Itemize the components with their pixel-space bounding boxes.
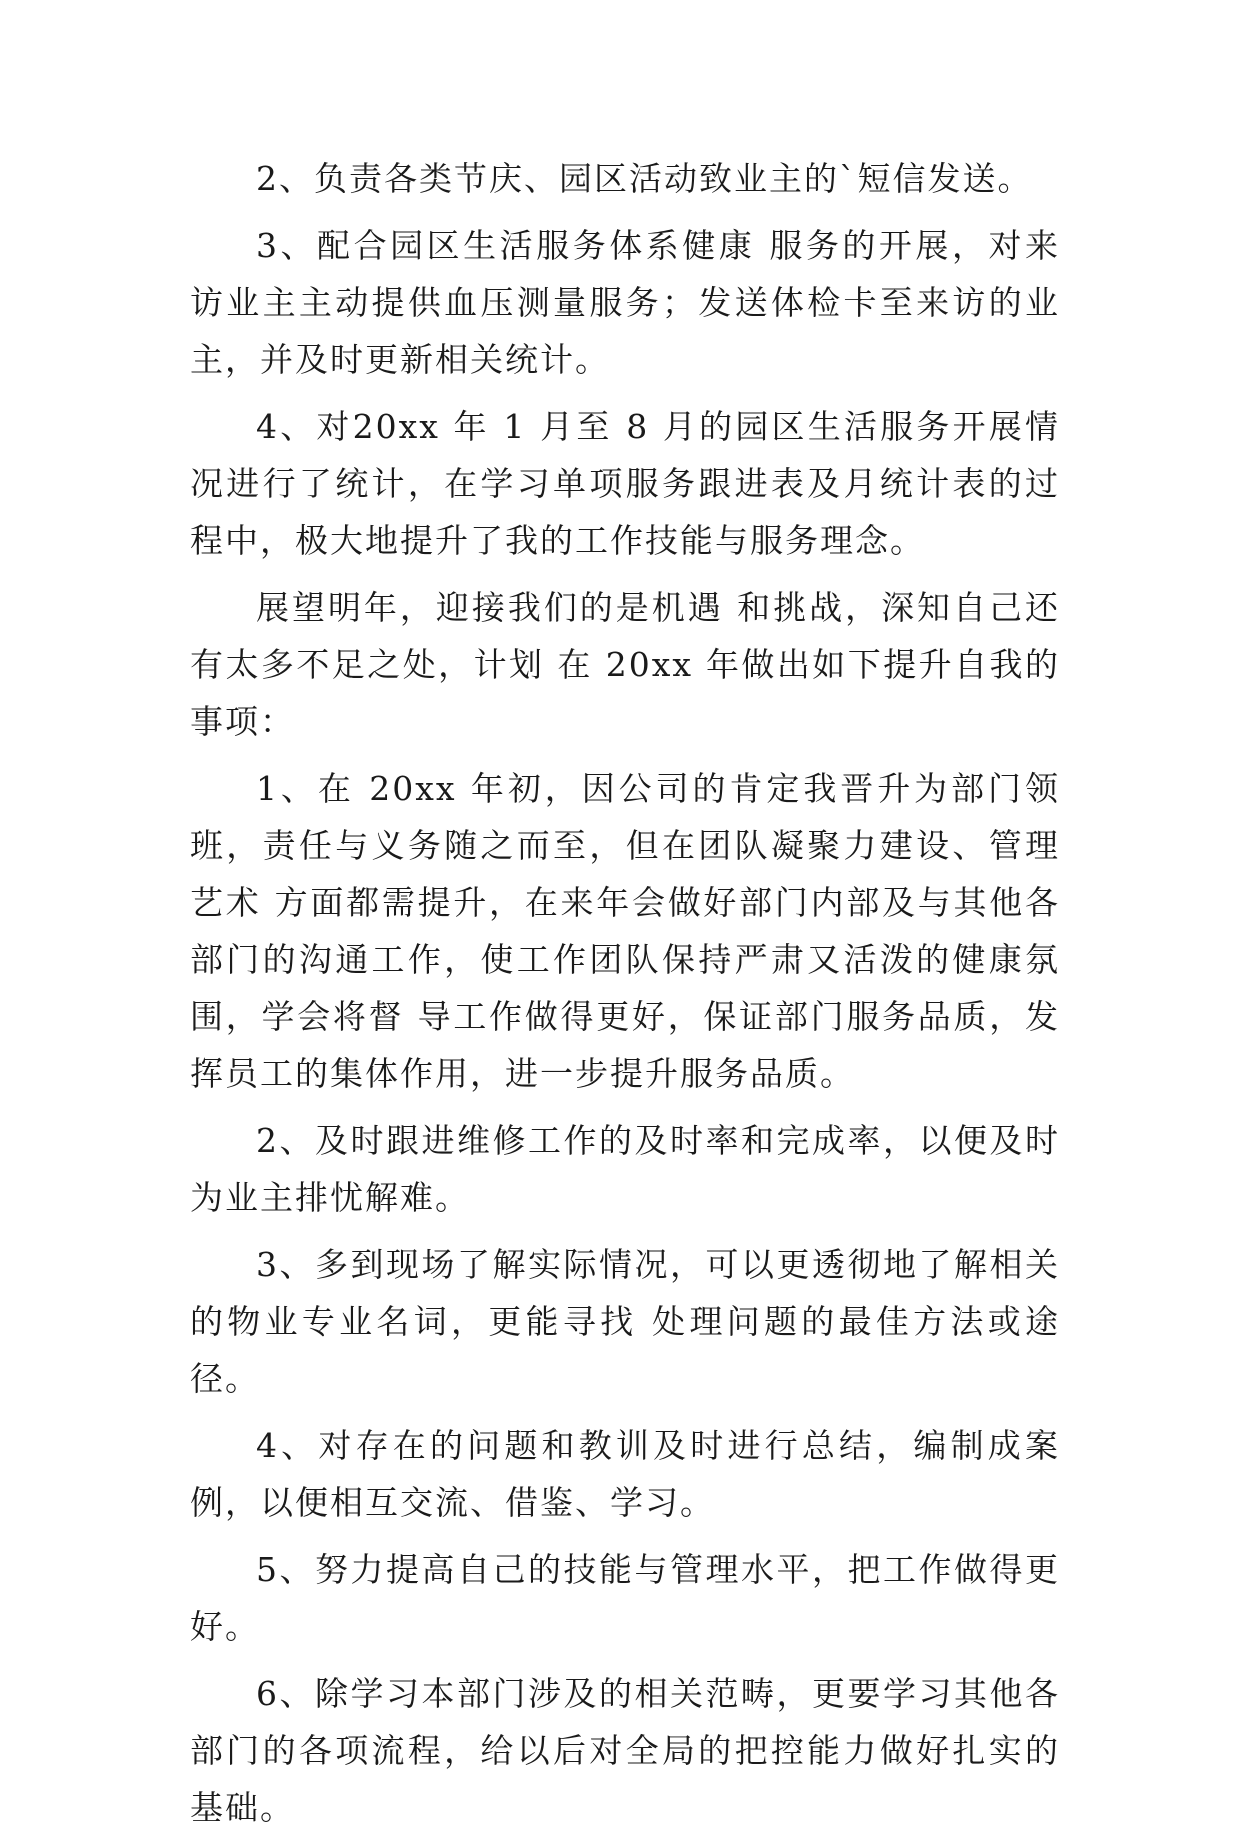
paragraph-item-4-statistics: 4、对20xx 年 1 月至 8 月的园区生活服务开展情况进行了统计，在学习单项服务跟进表及月统计表的过程中，极大地提升了我的工作技能与服务理念。 <box>190 407 1060 560</box>
paragraph-plan-3: 3、多到现场了解实际情况，可以更透彻地了解相关的物业专业名词，更能寻找 处理问题的最佳方法或途径。 <box>190 1245 1060 1398</box>
document-body <box>190 150 1060 1846</box>
paragraph-plan-6: 6、除学习本部门涉及的相关范畴，更要学习其他各部门的各项流程，给以后对全局的把控能力做好扎实的基础。 <box>190 1674 1060 1827</box>
paragraph-item-3-health-service: 3、配合园区生活服务体系健康 服务的开展，对来访业主主动提供血压测量服务；发送体检卡至来访的业主，并及时更新相关统计。 <box>190 226 1060 379</box>
paragraph-plan-2: 2、及时跟进维修工作的及时率和完成率，以便及时为业主排忧解难。 <box>190 1121 1060 1217</box>
paragraph-plan-5: 5、努力提高自己的技能与管理水平，把工作做得更好。 <box>190 1550 1060 1646</box>
paragraph-plan-1: 1、在 20xx 年初，因公司的肯定我晋升为部门领班，责任与义务随之而至，但在团队凝聚力建设、管理艺术 方面都需提升，在来年会做好部门内部及与其他各部门的沟通工作，使工作团队保持严肃又活泼的健康氛围，学会将督 导工作做得更好，保证部门服务品质，发挥员工的集体作用，进一步提升服务品质。 <box>190 769 1060 1093</box>
paragraph-outlook: 展望明年，迎接我们的是机遇 和挑战，深知自己还有太多不足之处，计划 在 20xx 年做出如下提升自我的事项： <box>190 588 1060 741</box>
paragraph-plan-4: 4、对存在的问题和教训及时进行总结，编制成案例，以便相互交流、借鉴、学习。 <box>190 1426 1060 1522</box>
paragraph-item-2-sms: 2、负责各类节庆、园区活动致业主的`短信发送。 <box>256 159 1033 198</box>
